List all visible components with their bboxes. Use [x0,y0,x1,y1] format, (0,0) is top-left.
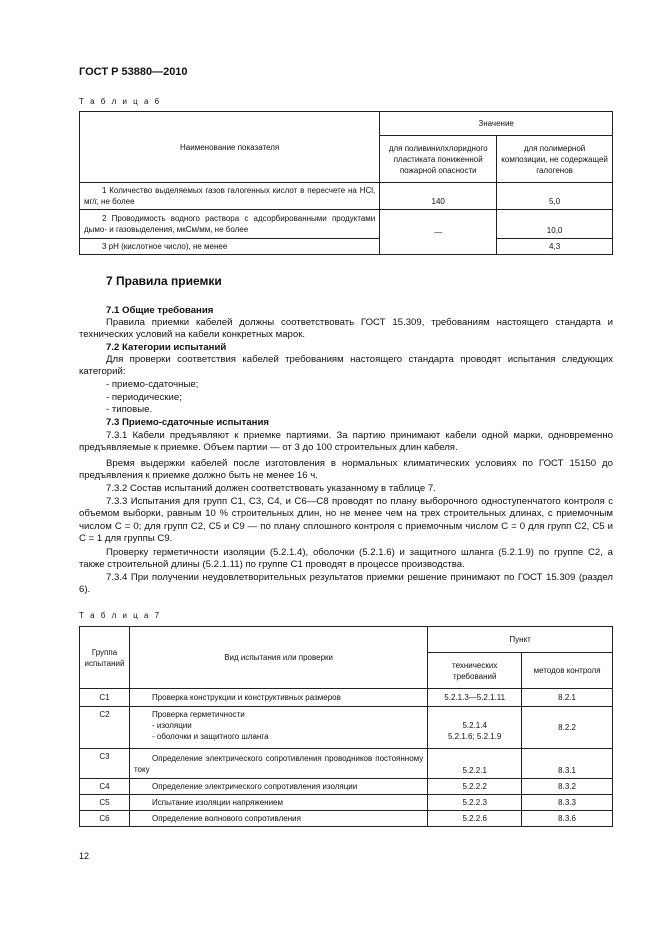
table7-cell-group: С4 [80,779,130,795]
page-number: 12 [79,851,90,861]
table7-cell-tech: 5.2.1.3—5.2.1.11 [428,689,522,707]
table6-header-pvc: для поливинилхлоридного пластиката пониженной пожарной опасности [380,136,497,183]
table7-cell-method: 8.3.3 [522,795,613,811]
table7-header-group: Группа испытаний [80,627,130,689]
table-row [80,811,613,827]
table-row [80,749,613,779]
table7-header-kind: Вид испытания или проверки [129,627,427,689]
table7-cell-kind: Определение волнового сопротивления [129,811,427,827]
table7-caption: Т а б л и ц а 7 [79,611,162,620]
paragraph-7-3-2: 7.3.2 Состав испытаний должен соответствовать указанному в таблице 7. [106,483,436,494]
table7-cell-group: С2 [80,707,130,749]
table7-tech-line: 5.2.1.4 [462,721,487,730]
table7-cell-tech: 5.2.2.6 [428,811,522,827]
list-item: - периодические; [106,392,182,403]
subsection-7-2-title: 7.2 Категории испытаний [106,342,227,353]
table6-row3-poly: 4,3 [497,239,613,255]
table7-cell-tech: 5.2.2.3 [428,795,522,811]
subsection-7-3-title: 7.3 Приемо-сдаточные испытания [106,417,269,428]
paragraph-7-3-4: 7.3.4 При получении неудовлетворительных результатов приемки решение принимают по ГОСТ 15.309 (раздел 6). [79,572,613,596]
table7-kind-line: - изоляции [151,721,192,730]
table7-cell-kind: Определение электрического сопротивления проводников постоянному току [129,749,427,779]
table6-header-poly: для полимерной композиции, не содержащей галогенов [497,136,613,183]
table-row [80,795,613,811]
table7-kind-line: Проверка герметичности [151,710,245,719]
list-item: - приемо-сдаточные; [106,379,199,390]
table7 [79,626,613,827]
table7-header-point: Пункт [428,627,613,653]
table7-cell-group: С1 [80,689,130,707]
table7-cell-kind: Проверка конструкции и конструктивных размеров [129,689,427,707]
table7-tech-line: 5.2.1.6; 5.2.1.9 [448,732,502,741]
table7-cell-tech: 5.2.2.2 [428,779,522,795]
table7-cell-kind [129,707,427,749]
paragraph-7-3-1-b: Время выдержки кабелей после изготовления в нормальных климатических условиях по ГОСТ 15150 до предъявления к приемке должно быть не менее 16 ч. [79,458,613,482]
paragraph-7-2: Для проверки соответствия кабелей требованиям настоящего стандарта проводят испытания следующих категорий: [79,354,613,378]
paragraph-7-3-3-b: Проверку герметичности изоляции (5.2.1.4), оболочки (5.2.1.6) и защитного шланга (5.2.1.9) по группе С2, а также строительной длины (5.2.1.11) по группе С1 проводят в процессе производства. [79,547,613,571]
table7-kind-line: - оболочки и защитного шланга [151,732,269,741]
table6-header-name: Наименование показателя [80,112,380,183]
paragraph-7-3-3: 7.3.3 Испытания для групп С1, С3, С4, и С6—С8 проводят по плану выборочного одноступенчатого контроля с объемом выборки, равным 10 % строительных длин, но не менее чем на трех строительных длинах, с приемочным числом С = 0; для групп С2, С5 и С9 — по плану сплошного контроля с приемочным числом С = 0 для групп С2, С5 и С = 1 для группы С9. [79,496,613,544]
paragraph-7-3-1: 7.3.1 Кабели предъявляют к приемке партиями. За партию принимают кабели одной марки, одновременно предъявляемые к приемке. Объем партии — от 3 до 100 строительных длин кабеля. [79,430,613,454]
section-title: 7 Правила приемки [106,274,222,288]
subsection-7-1-title: 7.1 Общие требования [106,305,214,316]
table6-row1-pvc: 140 [380,183,497,210]
table7-cell-tech [428,707,522,749]
table6-row1-poly: 5,0 [497,183,613,210]
table7-cell-method: 8.3.6 [522,811,613,827]
table7-cell-method: 8.2.1 [522,689,613,707]
table7-cell-kind: Испытание изоляции напряжением [129,795,427,811]
table7-cell-tech: 5.2.2.1 [428,749,522,779]
table6-caption: Т а б л и ц а 6 [79,97,162,106]
table7-tech-line [432,709,517,720]
table7-header-tech: технических требований [428,653,522,689]
table-row [80,689,613,707]
list-item: - типовые. [106,404,153,415]
table6-row3-name: 3 pH (кислотное число), не менее [80,239,380,255]
table6-row2-pvc: — [380,210,497,255]
standard-number: ГОСТ Р 53880—2010 [79,66,188,78]
table6-row1-name: 1 Количество выделяемых газов галогенных кислот в пересчете на HCl, мг/г, не более [80,183,380,210]
table7-cell-group: С6 [80,811,130,827]
table6-header-value: Значение [380,112,613,136]
table-row [80,707,613,749]
table-row [80,779,613,795]
table7-cell-group: С5 [80,795,130,811]
paragraph-7-1: Правила приемки кабелей должны соответствовать ГОСТ 15.309, требованиям настоящего стандарта и технических условий на кабели конкретных марок. [79,317,613,341]
table6 [79,111,613,255]
table7-cell-method: 8.3.1 [522,749,613,779]
table7-cell-group: С3 [80,749,130,779]
table6-row2-poly: 10,0 [497,210,613,239]
table7-cell-kind: Определение электрического сопротивления изоляции [129,779,427,795]
table7-cell-method: 8.2.2 [522,707,613,749]
table7-header-method: методов контроля [522,653,613,689]
table7-cell-method: 8.3.2 [522,779,613,795]
table6-row2-name: 2 Проводимость водного раствора с адсорбированными продуктами дымо- и газовыделения, мкСм/мм, не более [80,210,380,239]
